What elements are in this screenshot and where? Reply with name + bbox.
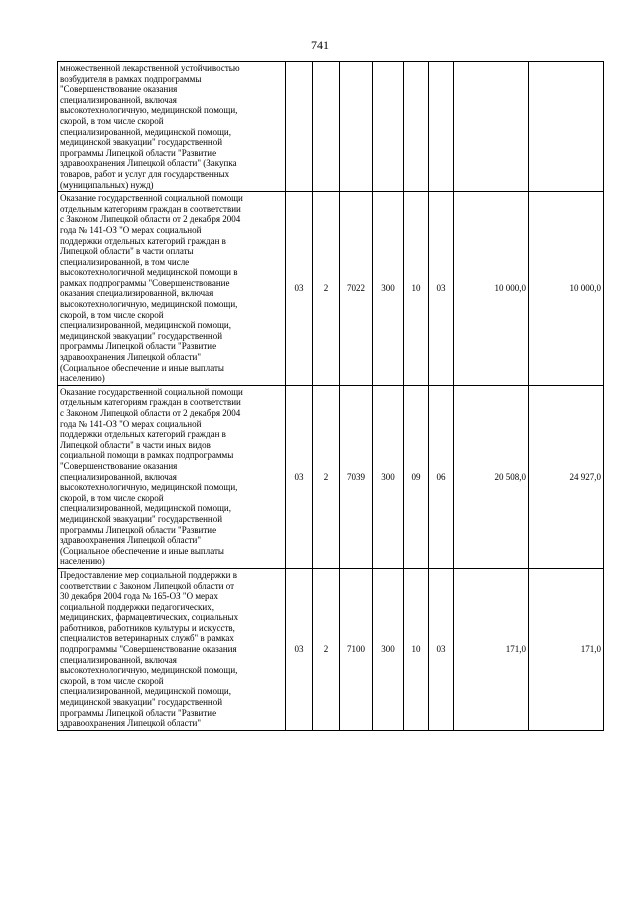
table-row [58, 62, 604, 192]
amount-first-year-cell [454, 62, 529, 192]
direction-code-cell [340, 62, 373, 192]
amount-second-year-cell: 171,0 [529, 568, 604, 730]
row-description: Оказание государственной социальной помощи отдельным категориям граждан в соответствии с Законом Липецкой области от 2 декабря 2004 года № 141-ОЗ "О мерах социальной поддержки отдельных категорий граждан в Липецкой области" в части иных видов социальной помощи в рамках подпрограммы "Совершенствование оказания специализированной, включая высокотехнологичную, медицинской помощи, скорой, в том числе скорой специализированной, медицинской помощи, медицинской эвакуации" государственной программы Липецкой области "Развитие здравоохранения Липецкой области" (Социальное обеспечение и иные выплаты населению) [58, 385, 286, 568]
section-cell: 10 [404, 192, 429, 386]
direction-code-cell: 7022 [340, 192, 373, 386]
expense-type-cell: 300 [373, 192, 404, 386]
expense-type-cell: 300 [373, 568, 404, 730]
row-description: множественной лекарственной устойчивостью возбудителя в рамках подпрограммы "Совершенствование оказания специализированной, включая высокотехнологичную, медицинской помощи, скорой, в том числе скорой специализированной, медицинской помощи, медицинской эвакуации" государственной программы Липецкой области "Развитие здравоохранения Липецкой области" (Закупка товаров, работ и услуг для государственных (муниципальных) нужд) [58, 62, 286, 192]
subsection-cell: 06 [429, 385, 454, 568]
row-description: Предоставление мер социальной поддержки в соответствии с Законом Липецкой области от 30 декабря 2004 года № 165-ОЗ "О мерах социальной поддержки педагогических, медицинских, фармацевтических, социальных работников, работников культуры и искусств, специалистов ветеринарных служб" в рамках подпрограммы "Совершенствование оказания специализированной, включая высокотехнологичную, медицинской помощи, скорой, в том числе скорой специализированной, медицинской помощи, медицинской эвакуации" государственной программы Липецкой области "Развитие здравоохранения Липецкой области" [58, 568, 286, 730]
program-code-cell: 03 [286, 568, 313, 730]
row-description: Оказание государственной социальной помощи отдельным категориям граждан в соответствии с Законом Липецкой области от 2 декабря 2004 года № 141-ОЗ "О мерах социальной поддержки отдельных категорий граждан в Липецкой области" в части оплаты специализированной, в том числе высокотехнологичной медицинской помощи в рамках подпрограммы "Совершенствование оказания специализированной, включая высокотехнологичную, медицинской помощи, скорой, в том числе скорой специализированной, медицинской помощи, медицинской эвакуации" государственной программы Липецкой области "Развитие здравоохранения Липецкой области" (Социальное обеспечение и иные выплаты населению) [58, 192, 286, 386]
direction-code-cell: 7100 [340, 568, 373, 730]
program-code-cell: 03 [286, 385, 313, 568]
expense-type-cell [373, 62, 404, 192]
page-number: 741 [311, 38, 329, 52]
budget-table [57, 61, 604, 731]
subprogram-code-cell [313, 62, 340, 192]
table-row [58, 568, 604, 730]
subsection-cell: 03 [429, 192, 454, 386]
program-code-cell: 03 [286, 192, 313, 386]
amount-second-year-cell: 10 000,0 [529, 192, 604, 386]
amount-second-year-cell [529, 62, 604, 192]
amount-first-year-cell: 20 508,0 [454, 385, 529, 568]
section-cell [404, 62, 429, 192]
subprogram-code-cell: 2 [313, 385, 340, 568]
subsection-cell: 03 [429, 568, 454, 730]
amount-first-year-cell: 171,0 [454, 568, 529, 730]
subsection-cell [429, 62, 454, 192]
section-cell: 10 [404, 568, 429, 730]
section-cell: 09 [404, 385, 429, 568]
program-code-cell [286, 62, 313, 192]
table-row [58, 192, 604, 386]
direction-code-cell: 7039 [340, 385, 373, 568]
table-row [58, 385, 604, 568]
expense-type-cell: 300 [373, 385, 404, 568]
amount-first-year-cell: 10 000,0 [454, 192, 529, 386]
amount-second-year-cell: 24 927,0 [529, 385, 604, 568]
subprogram-code-cell: 2 [313, 568, 340, 730]
subprogram-code-cell: 2 [313, 192, 340, 386]
